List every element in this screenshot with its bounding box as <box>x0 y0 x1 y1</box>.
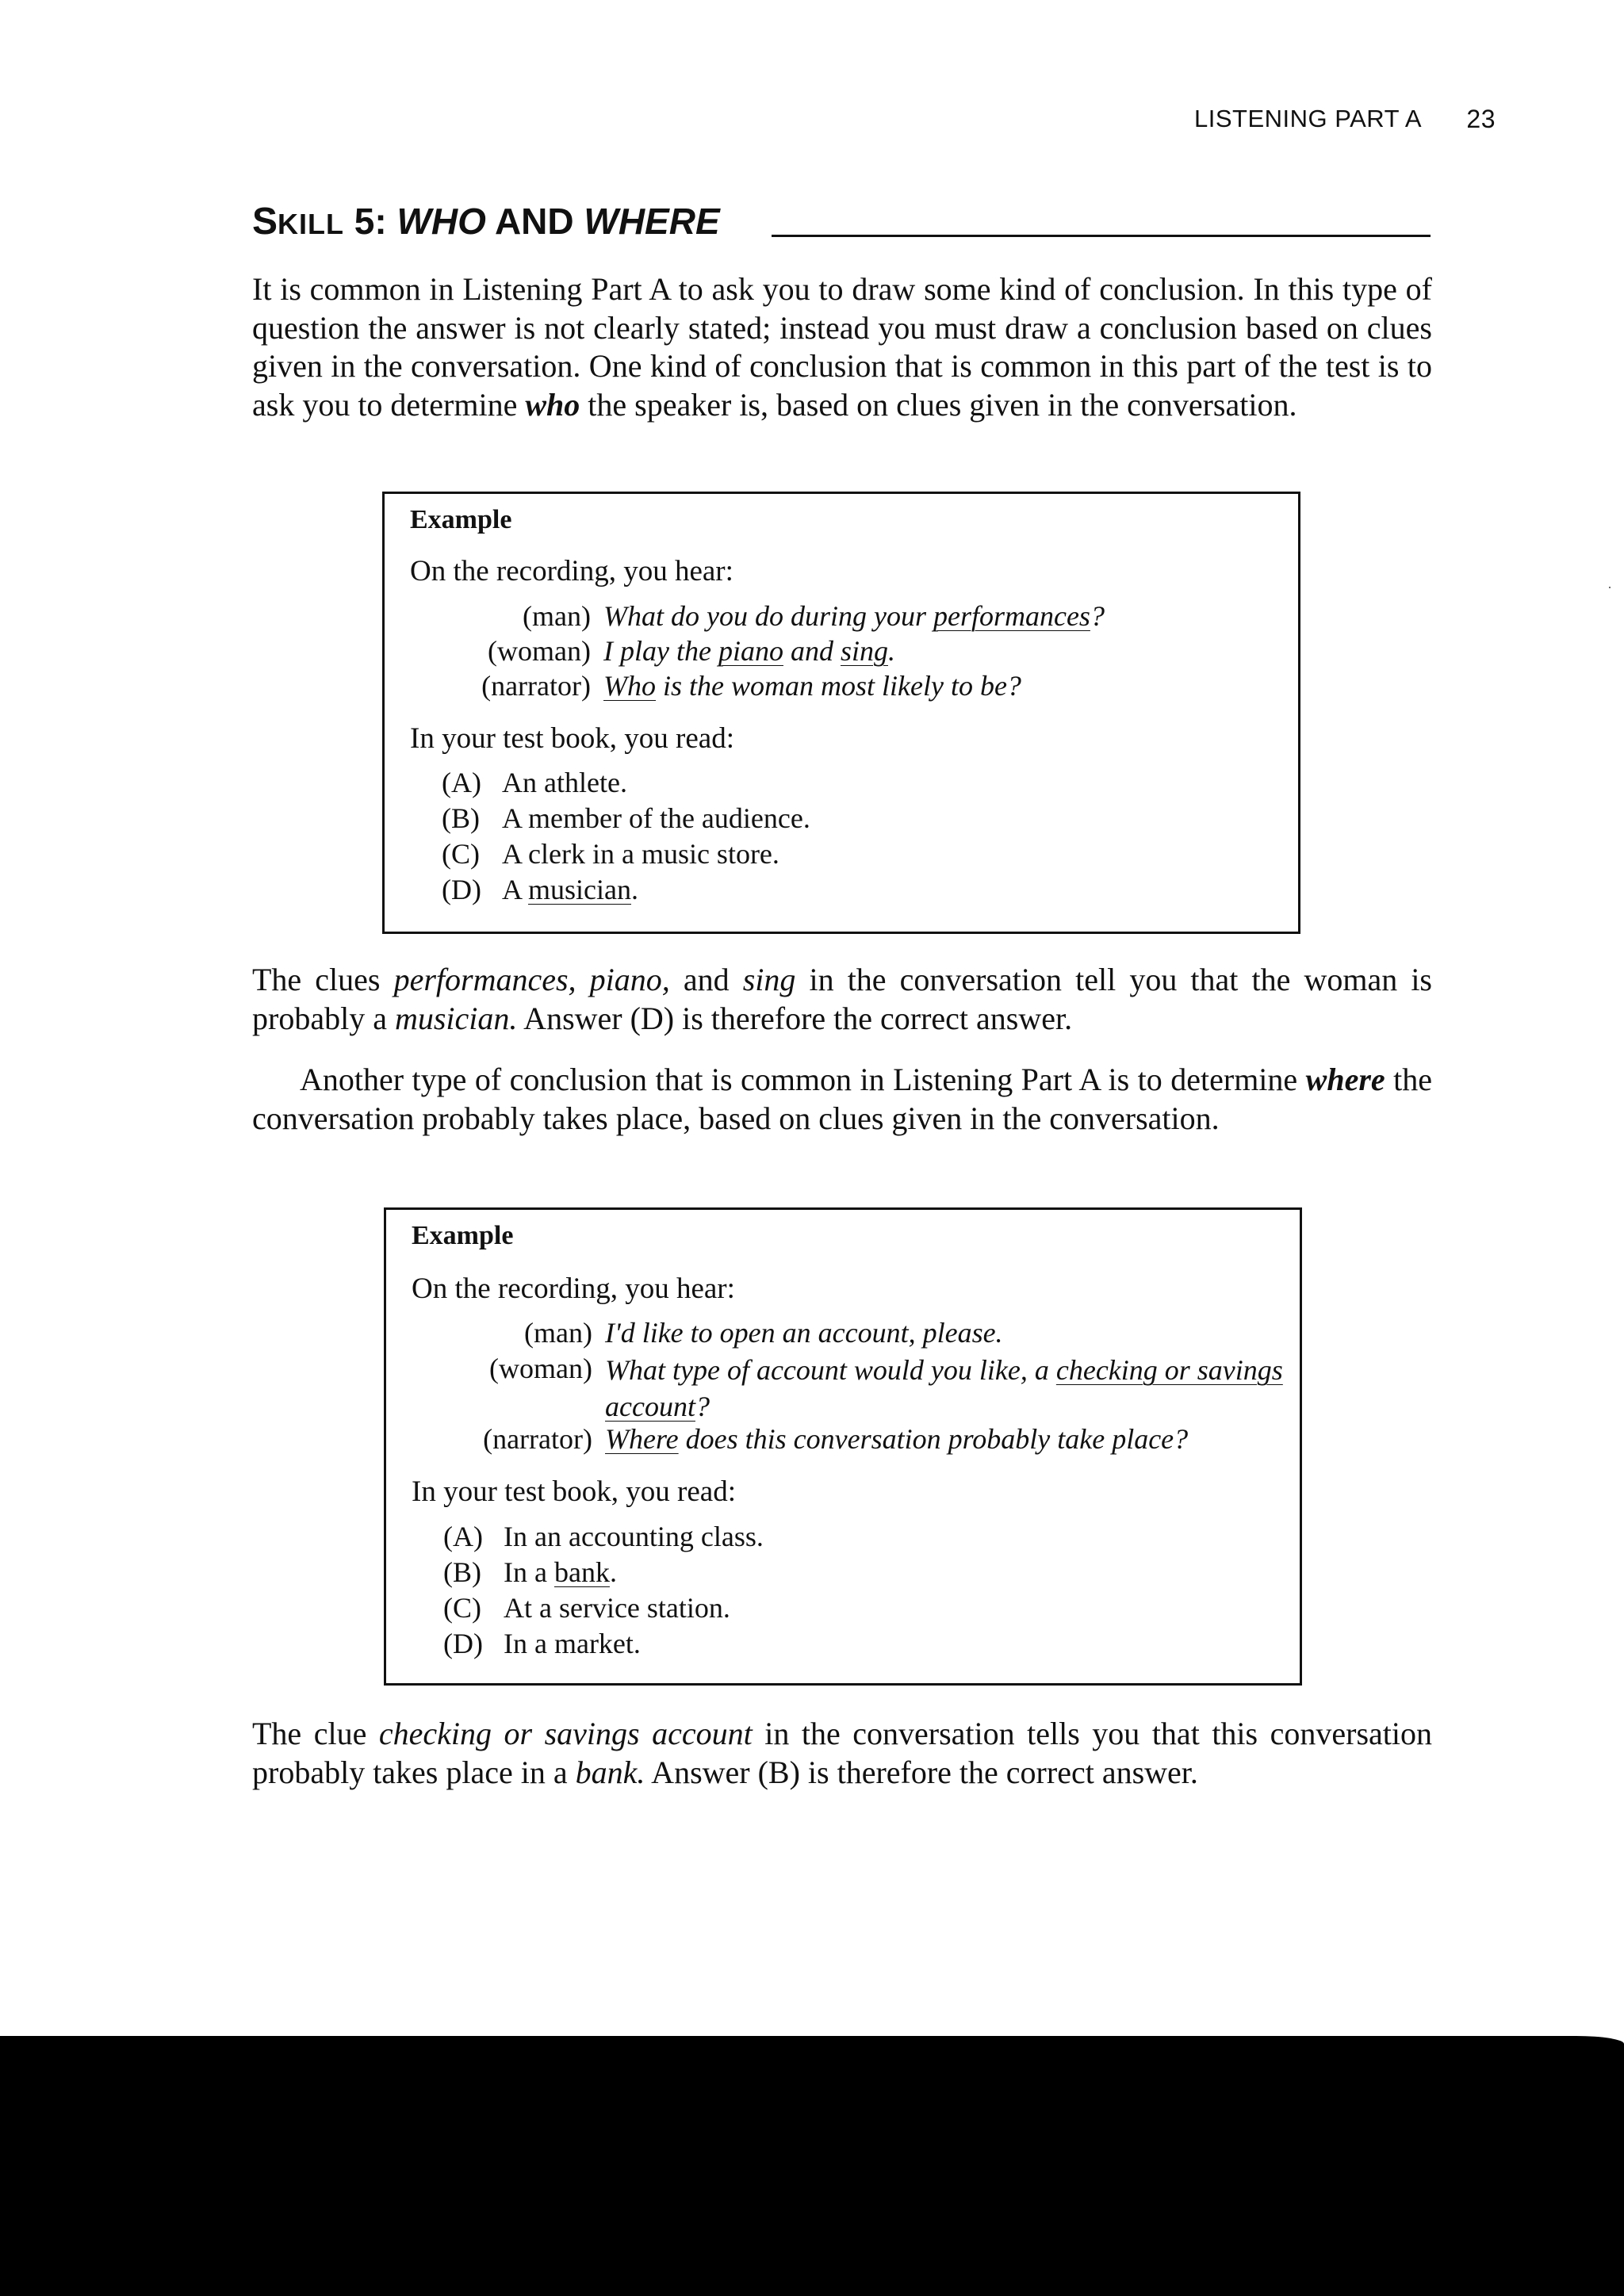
option-letter: (A) <box>442 767 481 798</box>
example-title: Example <box>410 505 512 534</box>
speaker-label: (man) <box>523 600 591 632</box>
page-number: 23 <box>1466 105 1496 133</box>
recording-intro: On the recording, you hear: <box>410 555 733 587</box>
answer-option-d: (D) A musician. <box>442 874 638 905</box>
option-text: In an accounting class. <box>504 1521 764 1552</box>
example-title: Example <box>412 1221 514 1250</box>
option-text: A <box>502 874 529 905</box>
option-text: At a service station. <box>504 1592 730 1624</box>
option-letter: (D) <box>443 1628 483 1659</box>
question-word-who: Who <box>603 670 656 702</box>
option-letter: (A) <box>443 1521 483 1552</box>
speaker-label: (woman) <box>488 635 591 667</box>
option-text: In a <box>504 1556 554 1588</box>
heading-where: WHERE <box>584 201 720 242</box>
option-letter: (D) <box>442 874 481 905</box>
option-letter: (C) <box>442 838 480 870</box>
answer-option-d <box>443 1627 641 1660</box>
heading-rule <box>772 235 1431 237</box>
answer-option-c <box>443 1591 730 1624</box>
clue-word: sing <box>742 962 796 997</box>
explanation-paragraph-2: The clue checking or savings account in the conversation tells you that this conversation probably takes place in a bank. Answer (B) is therefore the correct answer. <box>252 1716 1432 1790</box>
option-letter: (B) <box>442 802 480 834</box>
dialogue-text: Where does this conversation probably take place? <box>605 1423 1189 1455</box>
option-text: An athlete. <box>502 767 627 798</box>
clue-sing: sing <box>840 635 888 667</box>
running-head-section: LISTENING PART A <box>1194 105 1423 132</box>
test-book-intro: In your test book, you read: <box>410 722 734 755</box>
example-box-who <box>382 492 1300 934</box>
speaker-label: (man) <box>524 1317 592 1349</box>
recording-intro: On the recording, you hear: <box>412 1272 735 1305</box>
dialogue-line-man <box>385 599 1297 636</box>
option-text: In a market. <box>504 1628 641 1659</box>
scan-bottom-edge <box>0 2036 1624 2296</box>
dialogue-text: What do you do during your performances? <box>603 600 1105 632</box>
example-box-where <box>384 1207 1302 1686</box>
speaker-label: (narrator) <box>483 1423 592 1455</box>
option-letter: (C) <box>443 1592 481 1624</box>
dialogue-line-woman <box>385 634 1297 671</box>
dialogue-line-woman <box>386 1352 1298 1425</box>
option-text: A clerk in a music store. <box>502 838 779 870</box>
dialogue-line-man <box>386 1316 1298 1353</box>
scan-speck: · <box>1607 580 1612 595</box>
answer-option-b: (B) In a bank. <box>443 1556 617 1588</box>
intro-paragraph <box>252 270 1432 424</box>
intro-emphasis-who: who <box>525 386 580 423</box>
answer-word: musician. <box>394 1000 518 1036</box>
dialogue-text: Who is the woman most likely to be? <box>603 670 1021 702</box>
dialogue-line-narrator <box>386 1422 1298 1459</box>
answer-option-a <box>442 766 627 799</box>
test-book-intro: In your test book, you read: <box>412 1475 736 1508</box>
dialogue-text: I play the piano and sing. <box>603 635 895 667</box>
explanation-paragraph-1: The clues performances, piano, and sing in the conversation tell you that the woman is probably a musician. Answer (D) is therefore the correct answer. <box>252 962 1432 1036</box>
speaker-label: (woman) <box>489 1353 592 1384</box>
speaker-label: (narrator) <box>481 670 591 702</box>
option-text: A member of the audience. <box>502 802 810 834</box>
where-intro-paragraph: Another type of conclusion that is common in Listening Part A is to determine where the conversation probably takes place, based on clues given in the conversation. <box>252 1062 1432 1136</box>
emphasis-where: where <box>1305 1062 1385 1097</box>
heading-skill-initial: S <box>252 201 278 243</box>
option-letter: (B) <box>443 1556 481 1588</box>
correct-answer-musician: musician <box>528 874 631 905</box>
heading-skill-rest: KILL <box>278 208 344 240</box>
skill-heading <box>252 200 1431 247</box>
heading-and: AND <box>485 201 584 242</box>
clue-checking-or-savings-account: checking or savings account <box>605 1354 1283 1422</box>
heading-who: WHO <box>396 201 486 242</box>
intro-text-2: the speaker is, based on clues given in the conversation. <box>580 386 1297 423</box>
intro-text-1: It is common in Listening Part A to ask you to draw some kind of conclusion. In this type of question the answer is not clearly stated; instead you must draw a conclusion based on clues given in the conversation. One kind of conclusion that is common in this part of the test is to ask you to determine <box>252 271 1432 423</box>
clue-words: performances, piano, <box>393 962 670 997</box>
correct-answer-bank: bank <box>553 1556 610 1588</box>
answer-option-b <box>442 802 810 835</box>
question-word-where: Where <box>605 1423 679 1455</box>
dialogue-text: What type of account would you like, a checking or savings account? <box>605 1354 1283 1422</box>
answer-option-c <box>442 837 779 871</box>
dialogue-text: I'd like to open an account, please. <box>605 1317 1003 1349</box>
clue-phrase: checking or savings account <box>378 1716 753 1751</box>
answer-option-a <box>443 1520 764 1553</box>
heading-skill-number: 5: <box>344 201 397 242</box>
clue-performances: performances <box>933 600 1090 632</box>
clue-piano: piano <box>718 635 783 667</box>
answer-word: bank. <box>575 1754 645 1790</box>
dialogue-line-narrator <box>385 669 1297 706</box>
